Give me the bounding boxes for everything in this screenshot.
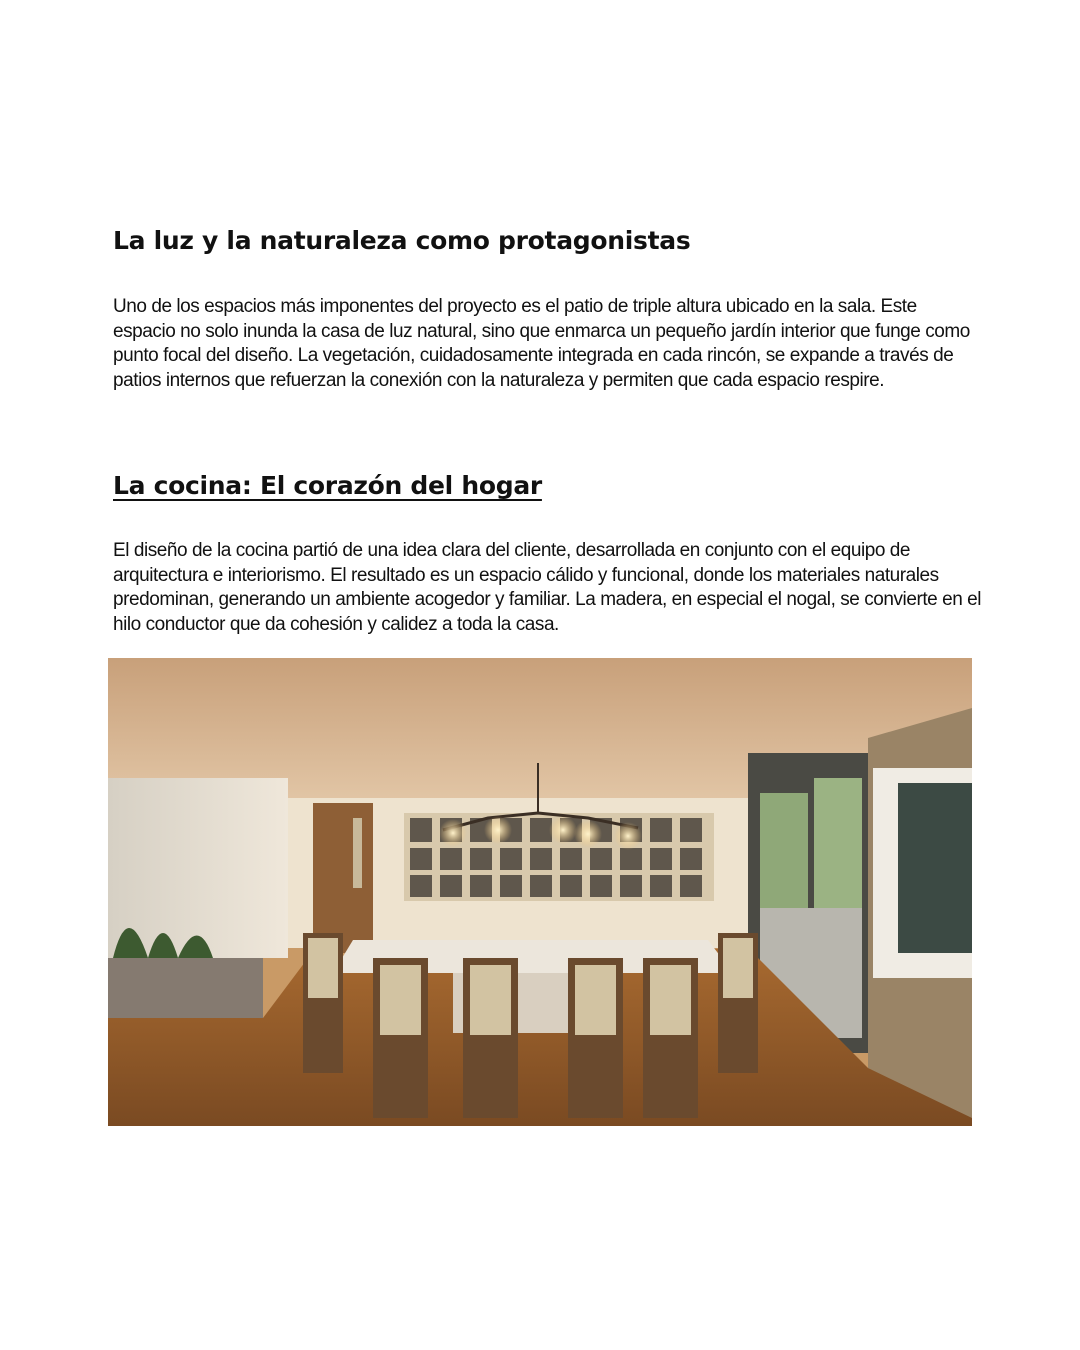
section-paragraph-light-nature: Uno de los espacios más imponentes del proyecto es el patio de triple altura ubicado en la sala. Este espacio no solo inunda la casa de luz natural, sino que enmarca un pequeño jardín interior que funge como punto focal del diseño. La vegetación, cuidadosamente integrada en cada rincón, se expande a través de patios internos que refuerzan la conexión con la naturaleza y permiten que cada espacio respire. — [113, 296, 970, 391]
section-heading-light-nature: La luz y la naturaleza como protagonistas — [113, 226, 691, 255]
dining-room-photo — [108, 658, 972, 1126]
section-paragraph-kitchen: El diseño de la cocina partió de una idea clara del cliente, desarrollada en conjunto con el equipo de arquitectura e interiorismo. El resultado es un espacio cálido y funcional, donde los materiales naturales predominan, generando un ambiente acogedor y familiar. La madera, en especial el nogal, se convierte en el hilo conductor que da cohesión y calidez a toda la casa. — [113, 540, 982, 635]
dining-room-illustration — [108, 658, 972, 1126]
section-heading-kitchen[interactable]: La cocina: El corazón del hogar — [113, 471, 542, 500]
